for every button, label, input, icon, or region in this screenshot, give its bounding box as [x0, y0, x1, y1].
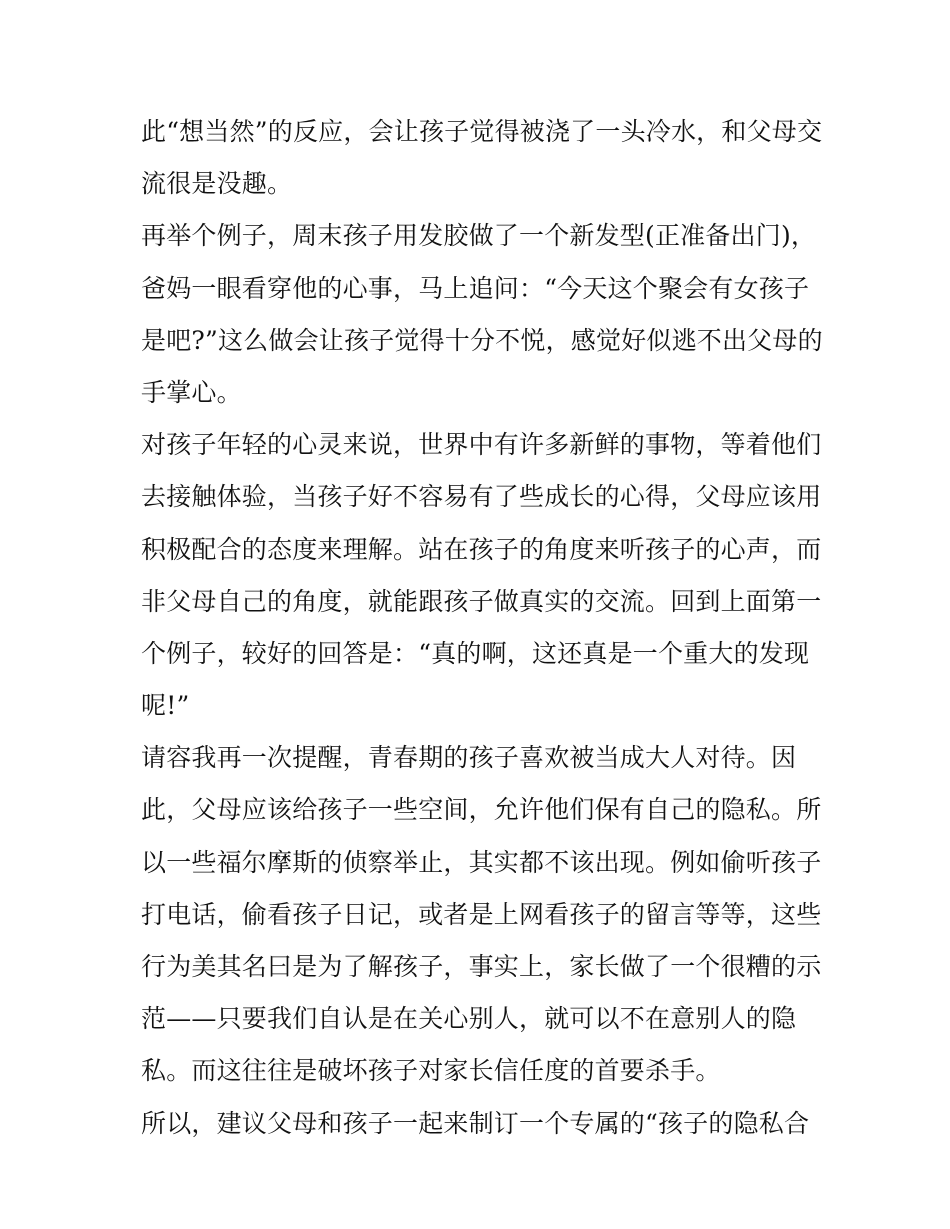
text-line: 行为美其名曰是为了解孩子，事实上，家长做了一个很糟的示 [141, 952, 822, 981]
text-line: 非父母自己的角度，就能跟孩子做真实的交流。回到上面第一 [141, 586, 822, 616]
text-line: 再举个例子，周末孩子用发胶做了一个新发型(正准备出门)， [141, 221, 817, 251]
text-line: 此“想当然”的反应，会让孩子觉得被浇了一头冷水，和父母交 [141, 117, 823, 146]
body-text [141, 106, 823, 1150]
text-line: 手掌心。 [141, 377, 242, 407]
text-line: 爸妈一眼看穿他的心事，马上追问：“今天这个聚会有女孩子 [141, 273, 810, 303]
text-line: 请容我再一次提醒，青春期的孩子喜欢被当成大人对待。因 [141, 743, 797, 773]
text-line: 去接触体验，当孩子好不容易有了些成长的心得，父母应该用 [141, 482, 822, 512]
text-line: 积极配合的态度来理解。站在孩子的角度来听孩子的心声，而 [141, 534, 822, 564]
text-line: 打电话，偷看孩子日记，或者是上网看孩子的留言等等，这些 [141, 899, 822, 929]
text-line: 对孩子年轻的心灵来说，世界中有许多新鲜的事物，等着他们 [141, 430, 822, 460]
text-line: 所以，建议父母和孩子一起来制订一个专属的“孩子的隐私合 [141, 1108, 810, 1138]
text-line: 流很是没趣。 [141, 169, 293, 199]
text-line: 是吧?”这么做会让孩子觉得十分不悦，感觉好似逃不出父母的 [141, 325, 823, 355]
text-line: 范——只要我们自认是在关心别人，就可以不在意别人的隐 [141, 1004, 797, 1034]
text-line: 此，父母应该给孩子一些空间，允许他们保有自己的隐私。所 [141, 795, 822, 825]
text-line: 呢!” [141, 691, 190, 721]
text-line: 私。而这往往是破坏孩子对家长信任度的首要杀手。 [141, 1056, 721, 1086]
text-line: 以一些福尔摩斯的侦察举止，其实都不该出现。例如偷听孩子 [141, 847, 822, 877]
text-line: 个例子，较好的回答是：“真的啊，这还真是一个重大的发现 [141, 638, 810, 668]
